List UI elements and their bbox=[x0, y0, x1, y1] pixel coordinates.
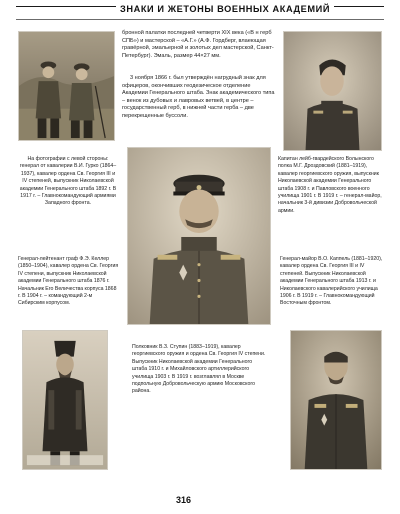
article-paragraph-2: 3 ноября 1866 г. был утверждён нагрудный знак для офицеров, окончивших геодезическое отделение Академии Генерального штаба. Знак академического типа – венок из дубовых и лавровых ветвей, в центре – государственный герб, в нижней части герба – две перекрещенные буссоли. bbox=[122, 75, 275, 119]
photo-keller-image bbox=[23, 331, 107, 469]
running-header-title: ЗНАКИ И ЖЕТОНЫ ВОЕННЫХ АКАДЕМИЙ bbox=[116, 4, 334, 14]
header-divider bbox=[16, 19, 384, 20]
photo-portrait-drozdovsky-image bbox=[284, 32, 381, 150]
running-header bbox=[0, 0, 400, 20]
photo-two-officers bbox=[18, 31, 115, 141]
photo-kappel bbox=[290, 330, 382, 470]
caption-top-right: Капитан лейб-гвардейского Волынского полка М.Г. Дроздовский (1881–1919), кавалер георгиевского оружия, выпускник Николаевской академии Генерального штаба 1908 г. и Павловского военного училища 1901 г. В 1919 г. – генерал-майор, начальник 3-й дивизии Добровольческой армии. bbox=[278, 156, 382, 214]
page-number: 316 bbox=[176, 495, 192, 505]
caption-mid-right: Генерал-майор В.О. Каппель (1881–1920), кавалер ордена Св. Георгия III и IV степеней. Выпускник Николаевской академии Генерального штаба 1913 г. и Николаевского кавалерийского училища 1906 г. В 1919 г. – Главнокомандующий Восточным фронтом. bbox=[280, 256, 383, 307]
photo-two-officers-image bbox=[19, 32, 114, 140]
caption-top-left: На фотографии с левой стороны: генерал от кавалерии В.И. Гурко (1864–1937), кавалер ордена Св. Георгия III и IV степеней, выпускник Николаевской академии Генерального штаба 1892 г. В 1917 г. – Главнокомандующий армиями Западного фронта. bbox=[19, 156, 117, 207]
photo-portrait-stupin bbox=[127, 147, 271, 325]
caption-mid-left: Генерал-лейтенант граф Ф.Э. Келлер (1850–1904), кавалер ордена Св. Георгия IV степени, выпускник Николаевской академии Генерального штаба 1876 г. Начальник Его Величества корпуса 1868 г. В 1904 г. – командующий 2-м Сибирским корпусом. bbox=[18, 256, 119, 307]
caption-bottom-center: Полковник В.З. Ступин (1883–1919), кавалер георгиевского оружия и ордена Св. Георгия IV степени. Выпускник Николаевской академии Генерального штаба 1910 г. и Михайловского артиллерийского училища 1903 г. В 1919 г. возглавлял в Москве подпольную Добровольческую армию Московского района. bbox=[132, 344, 266, 395]
photo-keller bbox=[22, 330, 108, 470]
photo-portrait-stupin-image bbox=[128, 148, 270, 324]
photo-portrait-drozdovsky bbox=[283, 31, 382, 151]
photo-kappel-image bbox=[291, 331, 381, 469]
article-paragraph-1: бронной палатки последней четверти XIX века («В н герб СПБ») и мастерской – «А.Г.» (А.Ф. Гордберг, влаеющая гравёрной, эмальерной и золотых дел мастерской, Санкт-Петербург). Эмаль, размер 44×27 мм. bbox=[122, 30, 274, 59]
